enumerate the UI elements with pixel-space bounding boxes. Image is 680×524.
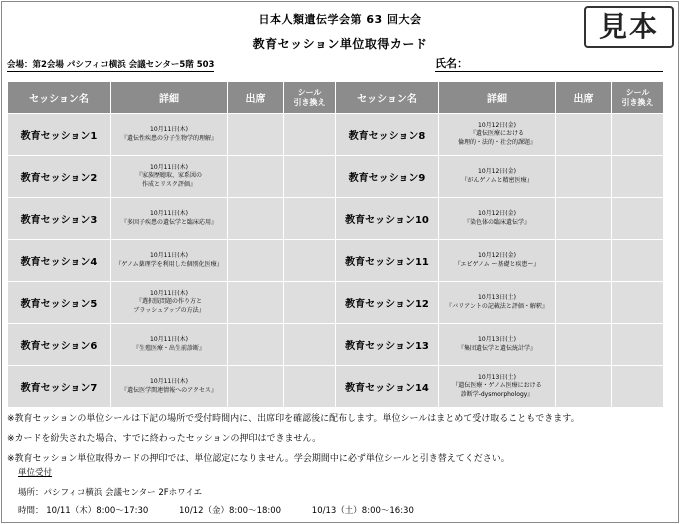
venue-line: 会場：第2会場 パシフィコ横浜 会議センター5階 503 <box>7 60 215 70</box>
sticker-cell[interactable] <box>612 366 664 408</box>
session-topic-line: 『遺伝医療・ゲノム医療における <box>452 382 542 390</box>
attendance-cell[interactable] <box>556 324 612 366</box>
attendance-cell[interactable] <box>556 366 612 408</box>
session-topic-line: 『遺伝性疾患の分子生物学的理解』 <box>120 134 217 142</box>
reception-heading: 単位受付 <box>18 468 53 478</box>
sample-stamp: 見本 <box>584 6 674 48</box>
session-detail <box>439 114 556 156</box>
col-sticker-exchange: シール 引き換え <box>284 82 336 114</box>
attendance-cell[interactable] <box>556 114 612 156</box>
sticker-cell[interactable] <box>284 198 336 240</box>
session-detail <box>439 282 556 324</box>
session-name: 教育セッション2 <box>8 156 111 198</box>
name-field[interactable] <box>435 55 663 72</box>
sticker-cell[interactable] <box>612 156 664 198</box>
table-row <box>8 198 664 240</box>
session-topic-line: 『家族歴聴取、家系図の <box>135 172 202 180</box>
reception-hours <box>18 504 442 516</box>
session-date: 10月11日(木) <box>150 163 188 171</box>
session-topic-line: 『ゲノム薬理学を利用した個別化医療』 <box>115 260 223 268</box>
col-detail: 詳細 <box>439 82 556 114</box>
session-name: 教育セッション9 <box>336 156 439 198</box>
attendance-cell[interactable] <box>556 282 612 324</box>
sticker-cell[interactable] <box>612 198 664 240</box>
session-name: 教育セッション5 <box>8 282 111 324</box>
card-title: 教育セッション単位取得カード <box>252 37 428 51</box>
sticker-cell[interactable] <box>284 114 336 156</box>
session-topic-line: 『多因子疾患の遺伝学と臨床応用』 <box>120 218 217 226</box>
sticker-cell[interactable] <box>284 240 336 282</box>
session-detail <box>111 114 228 156</box>
conference-title: 日本人類遺伝学会第 63 回大会 <box>258 13 422 26</box>
col-sticker-exchange: シール 引き換え <box>612 82 664 114</box>
sticker-cell[interactable] <box>612 114 664 156</box>
table-row <box>8 324 664 366</box>
notes <box>7 409 580 469</box>
session-topic-line: ブラッシュアップの方法』 <box>133 306 205 314</box>
session-date: 10月11日(木) <box>150 289 188 297</box>
attendance-cell[interactable] <box>228 366 284 408</box>
attendance-cell[interactable] <box>556 240 612 282</box>
session-detail <box>111 282 228 324</box>
table-row <box>8 282 664 324</box>
table-row <box>8 366 664 408</box>
session-date: 10月11日(木) <box>150 210 188 217</box>
table-row <box>8 114 664 156</box>
session-name: 教育セッション14 <box>336 366 439 408</box>
session-topic-line: 『遺伝医療における <box>469 130 524 138</box>
session-detail <box>439 156 556 198</box>
session-name: 教育セッション8 <box>336 114 439 156</box>
session-name: 教育セッション4 <box>8 240 111 282</box>
session-detail <box>439 366 556 408</box>
sticker-cell[interactable] <box>284 282 336 324</box>
sticker-cell[interactable] <box>612 282 664 324</box>
session-name: 教育セッション3 <box>8 198 111 240</box>
session-name: 教育セッション13 <box>336 324 439 366</box>
col-session-name: セッション名 <box>336 82 439 114</box>
attendance-cell[interactable] <box>228 156 284 198</box>
session-name: 教育セッション12 <box>336 282 439 324</box>
attendance-cell[interactable] <box>228 324 284 366</box>
session-detail <box>439 240 556 282</box>
session-topic-line: 『遺伝医学関連情報へのアクセス』 <box>121 386 217 394</box>
sticker-cell[interactable] <box>612 324 664 366</box>
session-detail <box>111 324 228 366</box>
session-detail <box>111 198 228 240</box>
session-detail <box>111 366 228 408</box>
session-date: 10月12日(金) <box>478 210 516 217</box>
session-topic-line: 『染色体の臨床遺伝学』 <box>463 218 530 226</box>
session-topic-line: 診断学-dysmorphology』 <box>460 390 534 398</box>
session-name: 教育セッション10 <box>336 198 439 240</box>
hours-day3: 10/13（土）8:00〜16:30 <box>311 506 414 516</box>
attendance-cell[interactable] <box>228 240 284 282</box>
note-3: ※教育セッション単位取得カードの押印では、単位認定になりません。学会期間中に必ず単位シールと引き替えてください。 <box>7 454 510 464</box>
session-detail <box>439 324 556 366</box>
session-detail <box>111 156 228 198</box>
reception-place: 場所：パシフィコ横浜 会議センター 2Fホワイエ <box>18 488 203 498</box>
session-date: 10月13日(土) <box>478 373 516 381</box>
name-label: 氏名： <box>435 57 468 70</box>
session-date: 10月11日(木) <box>150 252 188 259</box>
table-row <box>8 156 664 198</box>
session-topic-line: 作成とリスク評価』 <box>142 180 196 188</box>
sticker-cell[interactable] <box>284 156 336 198</box>
session-detail <box>111 240 228 282</box>
col-session-name: セッション名 <box>8 82 111 114</box>
sticker-cell[interactable] <box>284 324 336 366</box>
session-date: 10月11日(木) <box>150 378 188 385</box>
note-2: ※カードを紛失された場合、すでに終わったセッションの押印はできません。 <box>7 434 322 444</box>
session-date: 10月12日(金) <box>478 168 516 175</box>
col-detail: 詳細 <box>111 82 228 114</box>
session-topic-line: 『選択肢問題の作り方と <box>135 298 202 306</box>
sticker-cell[interactable] <box>612 240 664 282</box>
col-attendance: 出席 <box>556 82 612 114</box>
table-header <box>8 82 664 114</box>
session-detail <box>439 198 556 240</box>
session-date: 10月11日(木) <box>150 126 188 133</box>
session-topic-line: 『生殖医療・出生前診断』 <box>132 344 205 352</box>
session-name: 教育セッション7 <box>8 366 111 408</box>
session-date: 10月11日(木) <box>150 336 188 343</box>
session-topic-line: 『がんゲノムと精密医療』 <box>461 176 533 184</box>
note-1: ※教育セッションの単位シールは下記の場所で受付時間内に、出席印を確認後に配布します。単位シールはまとめて受け取ることもできます。 <box>7 414 580 424</box>
hours-day2: 10/12（金）8:00〜18:00 <box>179 506 282 516</box>
attendance-cell[interactable] <box>556 156 612 198</box>
session-date: 10月12日(金) <box>478 121 516 129</box>
session-date: 10月13日(土) <box>478 336 516 343</box>
session-date: 10月12日(金) <box>478 252 516 259</box>
attendance-cell[interactable] <box>228 198 284 240</box>
session-topic-line: 倫理的・法的・社会的課題』 <box>457 138 536 146</box>
attendance-cell[interactable] <box>228 282 284 324</box>
sticker-cell[interactable] <box>284 366 336 408</box>
col-attendance: 出席 <box>228 82 284 114</box>
attendance-cell[interactable] <box>228 114 284 156</box>
session-name: 教育セッション6 <box>8 324 111 366</box>
session-topic-line: 『バリアントの記載法と評価・解釈』 <box>446 302 548 310</box>
session-name: 教育セッション1 <box>8 114 111 156</box>
table-row <box>8 240 664 282</box>
hours-day1: 時間： 10/11（木）8:00〜17:30 <box>18 506 149 516</box>
attendance-cell[interactable] <box>556 198 612 240</box>
session-name: 教育セッション11 <box>336 240 439 282</box>
session-date: 10月13日(土) <box>478 294 516 301</box>
session-topic-line: 『エピゲノム ー基礎と疾患ー』 <box>454 260 540 268</box>
session-topic-line: 『集団遺伝学と遺伝統計学』 <box>457 344 536 352</box>
session-table <box>7 81 664 408</box>
